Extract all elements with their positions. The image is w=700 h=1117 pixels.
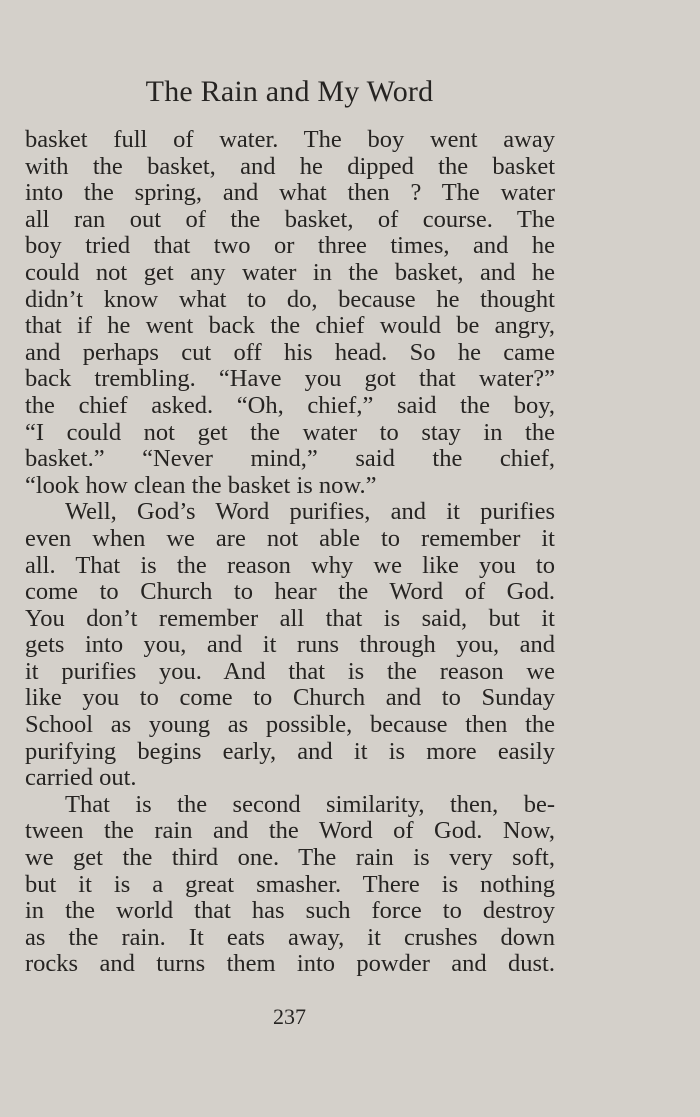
text-line: it purifies you. And that is the reason we	[25, 658, 555, 685]
text-line: You don’t remember all that is said, but it	[25, 605, 555, 632]
body-text	[25, 127, 555, 978]
text-line: even when we are not able to remember it	[25, 525, 555, 552]
text-line: gets into you, and it runs through you, and	[25, 632, 555, 659]
text-line: tween the rain and the Word of God. Now,	[25, 818, 555, 845]
page-number: 237	[273, 1004, 306, 1029]
text-line: basket full of water. The boy went away	[25, 127, 555, 153]
text-line: “I could not get the water to stay in the	[25, 419, 555, 446]
text-line: but it is a great smasher. There is nothing	[25, 871, 555, 898]
text-line: boy tried that two or three times, and he	[25, 233, 555, 260]
text-line: and perhaps cut off his head. So he came	[25, 339, 555, 366]
text-line: School as young as possible, because then the	[25, 712, 555, 739]
text-line: that if he went back the chief would be angry,	[25, 313, 555, 340]
paragraph-first-line: Well, God’s Word purifies, and it purifies	[65, 499, 555, 526]
text-line: basket.” “Never mind,” said the chief,	[25, 446, 555, 473]
text-line: could not get any water in the basket, and he	[25, 259, 555, 286]
text-line: the chief asked. “Oh, chief,” said the boy,	[25, 392, 555, 419]
text-line: didn’t know what to do, because he thought	[25, 286, 555, 313]
text-line: in the world that has such force to destroy	[25, 898, 555, 925]
text-line: back trembling. “Have you got that water?”	[25, 366, 555, 393]
text-line: all ran out of the basket, of course. The	[25, 206, 555, 233]
text-line: like you to come to Church and to Sunday	[25, 685, 555, 712]
text-line: we get the third one. The rain is very soft,	[25, 845, 555, 872]
text-line: as the rain. It eats away, it crushes down	[25, 924, 555, 951]
paragraph-first-line: That is the second similarity, then, be-	[65, 791, 555, 818]
text-line: purifying begins early, and it is more easily	[25, 738, 555, 765]
text-line: come to Church to hear the Word of God.	[25, 579, 555, 606]
text-line: “look how clean the basket is now.”	[25, 472, 377, 499]
running-head: The Rain and My Word	[145, 75, 434, 108]
text-line: carried out.	[25, 765, 137, 792]
text-line: all. That is the reason why we like you to	[25, 552, 555, 579]
text-line: into the spring, and what then ? The water	[25, 180, 555, 207]
text-line: rocks and turns them into powder and dust.	[25, 951, 555, 978]
text-line: with the basket, and he dipped the basket	[25, 153, 555, 180]
